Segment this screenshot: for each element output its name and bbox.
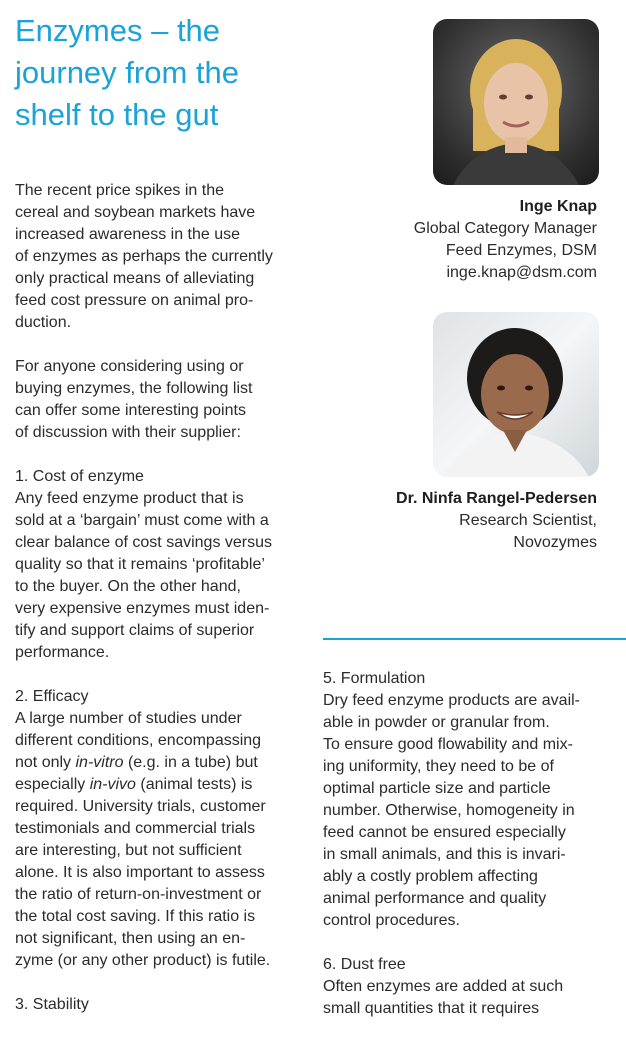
text-line: buying enzymes, the following list: [15, 380, 253, 397]
author-organization: Feed Enzymes, DSM: [445, 242, 597, 259]
text-line: cereal and soybean markets have: [15, 204, 256, 221]
author-role: Global Category Manager: [413, 220, 597, 237]
text-line: the total cost saving. If this ratio is: [15, 908, 256, 925]
title-line: shelf to the gut: [15, 97, 219, 132]
text-line: testimonials and commercial trials: [15, 820, 256, 837]
intro-paragraph: [15, 180, 315, 334]
text-line: of enzymes as perhaps the currently: [15, 248, 273, 265]
section-heading: 5. Formulation: [323, 670, 426, 687]
text-line: in small animals, and this is invari-: [323, 846, 566, 863]
text-line: very expensive enzymes must iden-: [15, 600, 270, 617]
text-line: the ratio of return-on-investment or: [15, 886, 262, 903]
text-line: control procedures.: [323, 912, 460, 929]
text-line: To ensure good flowability and mix-: [323, 736, 573, 753]
text-line: ably a costly problem affecting: [323, 868, 538, 885]
title-line: Enzymes – the: [15, 13, 221, 48]
section-efficacy: [15, 686, 315, 972]
text-line: Any feed enzyme product that is: [15, 490, 244, 507]
section-heading: 2. Efficacy: [15, 688, 89, 705]
text-line: required. University trials, customer: [15, 798, 266, 815]
emphasis-text: in-vitro: [75, 754, 124, 771]
text-line: ing uniformity, they need to be of: [323, 758, 554, 775]
right-column: [323, 668, 623, 1042]
text-line: clear balance of cost savings versus: [15, 534, 273, 551]
section-stability: [15, 994, 315, 1016]
text-line: feed cost pressure on animal pro-: [15, 292, 254, 309]
text-line: For anyone considering using or: [15, 358, 244, 375]
text-line: performance.: [15, 644, 110, 661]
text-line: The recent price spikes in the: [15, 182, 224, 199]
author-photo-inge-knap: [433, 19, 599, 185]
section-formulation: [323, 668, 623, 932]
text-fragment: (animal tests) is: [135, 776, 253, 793]
text-line: [15, 774, 315, 796]
author-role: Research Scientist,: [459, 512, 597, 529]
text-line: A large number of studies under: [15, 710, 242, 727]
author-photo-ninfa-rangel-pedersen: [433, 312, 599, 477]
text-fragment: not only: [15, 754, 76, 771]
text-line: to the buyer. On the other hand,: [15, 578, 241, 595]
emphasis-text: in-vivo: [89, 776, 136, 793]
section-heading: 1. Cost of enzyme: [15, 468, 144, 485]
author-organization: Novozymes: [513, 534, 597, 551]
section-dust-free: [323, 954, 623, 1020]
text-fragment: (e.g. in a tube) but: [123, 754, 258, 771]
text-line: able in powder or granular from.: [323, 714, 550, 731]
author-info-inge-knap: [414, 196, 597, 284]
text-line: small quantities that it requires: [323, 1000, 540, 1017]
text-line: not significant, then using an en-: [15, 930, 246, 947]
text-line: sold at a ‘bargain’ must come with a: [15, 512, 269, 529]
section-divider: [323, 638, 626, 640]
text-line: quality so that it remains ‘profitable’: [15, 556, 265, 573]
text-line: optimal particle size and particle: [323, 780, 551, 797]
author-email[interactable]: inge.knap@dsm.com: [446, 264, 597, 281]
text-line: Often enzymes are added at such: [323, 978, 564, 995]
article-title: [15, 10, 315, 136]
text-line: alone. It is also important to assess: [15, 864, 265, 881]
text-line: zyme (or any other product) is futile.: [15, 952, 271, 969]
portrait-illustration: [433, 312, 599, 477]
text-line: animal performance and quality: [323, 890, 547, 907]
text-line: only practical means of alleviating: [15, 270, 255, 287]
text-line: of discussion with their supplier:: [15, 424, 241, 441]
text-line: duction.: [15, 314, 72, 331]
author-name: Inge Knap: [519, 198, 597, 215]
discussion-paragraph: [15, 356, 315, 444]
author-name: Dr. Ninfa Rangel-Pedersen: [396, 490, 597, 507]
text-line: can offer some interesting points: [15, 402, 246, 419]
left-column: [15, 180, 315, 1038]
text-line: feed cannot be ensured especially: [323, 824, 566, 841]
portrait-illustration: [433, 19, 599, 185]
text-line: tify and support claims of superior: [15, 622, 255, 639]
section-heading: 3. Stability: [15, 996, 89, 1013]
text-line: different conditions, encompassing: [15, 732, 262, 749]
text-line: increased awareness in the use: [15, 226, 241, 243]
text-line: [15, 752, 315, 774]
title-line: journey from the: [15, 55, 239, 90]
section-heading: 6. Dust free: [323, 956, 406, 973]
text-line: Dry feed enzyme products are avail-: [323, 692, 580, 709]
author-info-ninfa-rangel-pedersen: [396, 488, 597, 554]
text-line: number. Otherwise, homogeneity in: [323, 802, 575, 819]
text-fragment: especially: [15, 776, 90, 793]
section-cost: [15, 466, 315, 664]
text-line: are interesting, but not sufficient: [15, 842, 242, 859]
